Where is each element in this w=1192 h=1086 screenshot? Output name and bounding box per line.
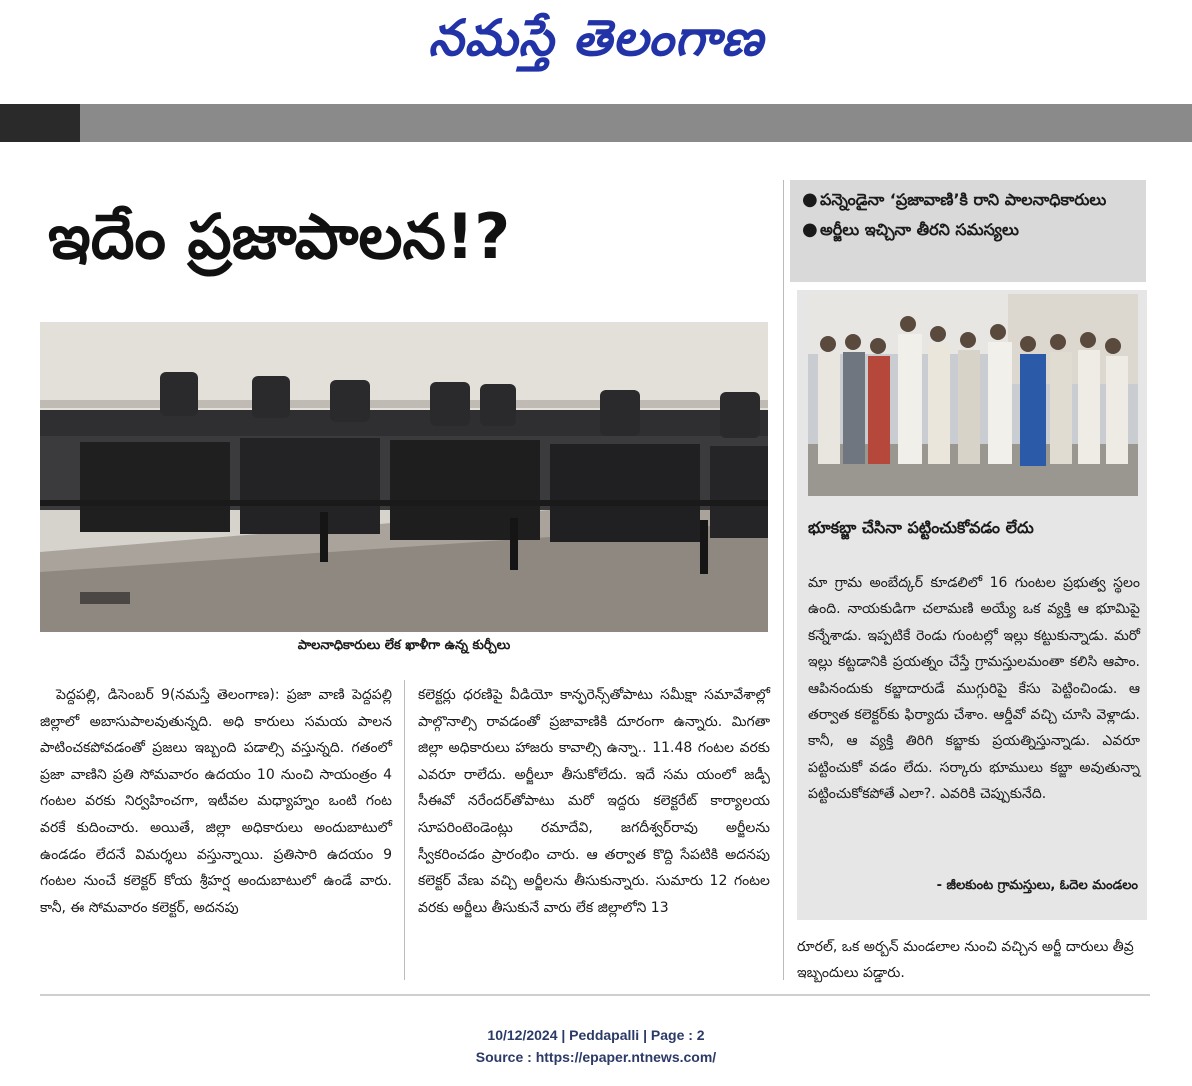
article-column-3: రూరల్, ఒక అర్బన్ మండలాల నుంచి వచ్చిన అర్జీ దారులు తీవ్ర ఇబ్బందులు పడ్డారు. (797, 939, 1134, 981)
main-photo-empty-chairs (40, 322, 768, 632)
highlight-text: అర్జీలు ఇచ్చినా తీరని సమస్యలు (820, 220, 1019, 239)
article-headline: ఇదేం ప్రజాపాలన!? (48, 200, 511, 273)
sidebar-heading: భూకబ్జా చేసినా పట్టించుకోవడం లేదు (808, 518, 1034, 537)
bottom-rule (40, 994, 1150, 996)
highlight-item (802, 218, 1134, 242)
header-rule-bar (0, 104, 1192, 142)
article-column-2: కలెక్టర్లు ధరణిపై వీడియో కాన్ఫరెన్స్‌తోపాటు సమీక్షా సమావేశాల్లో పాల్గొనాల్సి రావడంతో ప్రజావాణికి దూరంగా ఉన్నారు. మిగతా జిల్లా అధికారులు హాజరు కావాల్సి ఉన్నా.. 11.48 గంటల వరకు ఎవరూ రాలేదు. అర్జీలూ తీసుకోలేదు. ఇదే సమ యంలో జడ్పీ సీఈవో నరేందర్‌తోపాటు మరో ఇద్దరు కలెక్టరేట్ కార్యాలయ సూపరింటెండెంట్లు రమాదేవి, జగదీశ్వర్‌రావు అర్జీలను స్వీకరించడం ప్రారంభిం చారు. ఆ తర్వాత కొద్ది సేపటికి అదనపు కలెక్టర్ వేణు వచ్చి అర్జీలను తీసుకున్నారు. సుమారు 12 గంటల వరకు అర్జీలు తీసుకునే వారు లేక జిల్లాలోని 13 (418, 687, 770, 916)
footer-date-page: 10/12/2024 | Peddapalli | Page : 2 (487, 1027, 705, 1043)
footer-source: Source : https://epaper.ntnews.com/ (475, 1049, 717, 1065)
header-rule-bar-accent (0, 104, 80, 142)
highlights-box (790, 180, 1146, 282)
article-column-1: పెద్దపల్లి, డిసెంబర్ 9(నమస్తే తెలంగాణ): ప్రజా వాణి పెద్దపల్లి జిల్లాలో అబాసుపాలవుతున్నది. అధి కారులు సమయ పాలన పాటించకపోవడంతో ప్రజలు ఇబ్బంది పడాల్సి వస్తున్నది. గతంలో ప్రజా వాణిని ప్రతి సోమవారం ఉదయం 10 నుంచి సాయంత్రం 4 గంటల వరకు నిర్వహించగా, ఇటీవల మధ్యాహ్నం ఒంటి గంట వరకే కుదించారు. అయితే, జిల్లా అధికారులు అందుబాటులో ఉండడం లేదనే విమర్శలు వస్తున్నాయి. ప్రతిసారి ఉదయం 9 గంటల నుంచే కలెక్టర్ కోయ శ్రీహర్ష అందుబాటులో ఉండే వారు. కానీ, ఈ సోమవారం కలెక్టర్, అదనపు (40, 687, 392, 916)
photo-caption: పాలనాధికారులు లేక ఖాళీగా ఉన్న కుర్చీలు (297, 638, 511, 653)
highlight-item (802, 188, 1134, 212)
page-footer (0, 1024, 1192, 1068)
masthead (0, 0, 1192, 100)
newspaper-logo: నమస్తే తెలంగాణ (428, 8, 764, 67)
column-divider (404, 680, 405, 980)
sidebar-body: మా గ్రామ అంబేద్కర్ కూడలిలో 16 గుంటల ప్రభుత్వ స్థలం ఉంది. నాయకుడిగా చలామణి అయ్యే ఒక వ్యక్తి ఆ భూమిపై కన్నేశాడు. ఇప్పటికే రెండు గుంటల్లో ఇల్లు కట్టుకున్నాడు. మరో ఇల్లు కట్టడానికి ప్రయత్నం చేస్తే గ్రామస్తులమంతా కలిసి ఆపాం. ఆపినందుకు కబ్జాదారుడే ముగ్గురిపై కేసు పెట్టించిండు. ఆ తర్వాత కలెక్టర్‌కు ఫిర్యాదు చేశాం. ఆర్డీవో వచ్చి చూసి వెళ్లాడు. కానీ, ఆ వ్యక్తి తిరిగి కబ్జాకు ప్రయత్నిస్తున్నాడు. ఎవరూ పట్టించుకో వడం లేదు. సర్కారు భూములు కబ్జా అవుతున్నా పట్టించుకోకపోతే ఎలా?. ఎవరికి చెప్పుకునేది. (808, 575, 1140, 803)
bullet-icon: ● (802, 219, 818, 240)
column-divider (783, 180, 784, 980)
sidebar-signature: - జీలకుంట గ్రామస్తులు, ఓదెల మండలం (936, 878, 1138, 893)
bullet-icon: ● (802, 189, 818, 210)
highlight-text: పన్నెండైనా ‘ప్రజావాణి’కి రాని పాలనాధికారులు (820, 190, 1107, 209)
side-photo-villagers (808, 294, 1138, 496)
